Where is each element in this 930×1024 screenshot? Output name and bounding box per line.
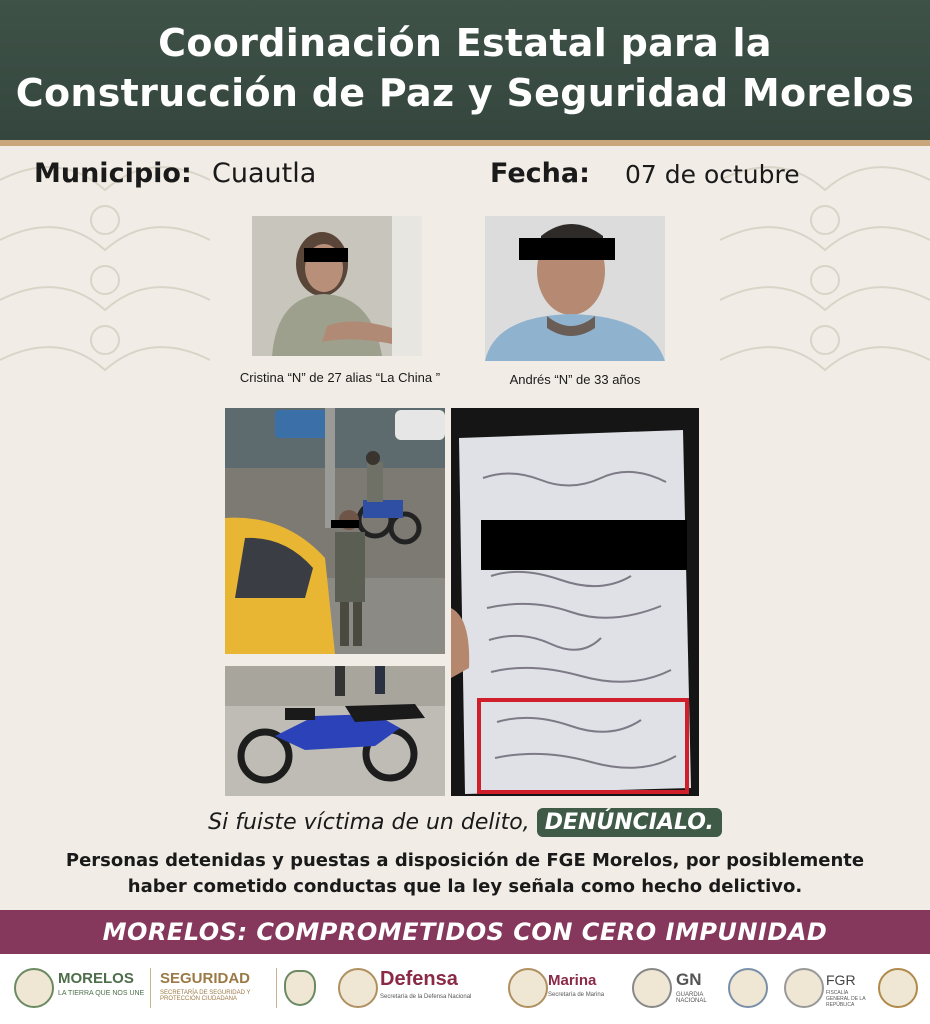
logo-fgr: FGR <box>826 972 856 988</box>
motorcycle-photo <box>225 666 445 796</box>
morelos-seal-icon <box>14 968 54 1008</box>
logo-morelos: MORELOS <box>58 970 134 987</box>
logo-divider <box>276 968 277 1008</box>
header <box>0 0 930 140</box>
detainee-caption-1: Cristina “N” de 27 alias “La China ” <box>239 370 441 385</box>
detainee-photo-2 <box>485 216 665 361</box>
logo-marina-sub: Secretaría de Marina <box>548 992 605 998</box>
fiscalia-morelos-seal-icon <box>878 968 918 1008</box>
defensa-seal-icon <box>338 968 378 1008</box>
fgr-seal-icon <box>784 968 824 1008</box>
municipio-label: Municipio: <box>34 158 192 189</box>
logo-divider <box>150 968 151 1008</box>
marina-seal-icon <box>508 968 548 1008</box>
fecha-value: 07 de octubre <box>625 160 800 189</box>
logo-marina: Marina <box>548 972 597 989</box>
fecha-label: Fecha: <box>490 158 590 189</box>
police-shield-icon <box>284 970 316 1006</box>
logo-gn-sub: GUARDIA NACIONAL <box>676 992 707 1004</box>
logo-defensa-sub: Secretaría de la Defensa Nacional <box>380 994 472 1000</box>
header-title-line1: Coordinación Estatal para la <box>158 21 772 65</box>
logo-defensa: Defensa <box>380 968 458 990</box>
logo-seguridad: SEGURIDAD <box>160 970 251 987</box>
logos-strip <box>0 954 930 1024</box>
impunity-banner: MORELOS: COMPROMETIDOS CON CERO IMPUNIDAD <box>0 910 930 954</box>
emblem-seal-icon <box>728 968 768 1008</box>
ornament-right <box>720 150 930 410</box>
logo-seguridad-sub: SECRETARÍA DE SEGURIDAD Y PROTECCIÓN CIUDADANA <box>160 990 251 1002</box>
threat-note-photo <box>451 408 699 796</box>
statement-line2: haber cometido conductas que la ley señala como hecho delictivo. <box>127 876 803 897</box>
detainee-photo-1 <box>252 216 422 356</box>
slogan-prefix: Si fuiste víctima de un delito, <box>208 810 530 835</box>
ornament-left <box>0 150 210 410</box>
slogan-highlight: DENÚNCIALO. <box>537 808 722 837</box>
report-slogan <box>0 808 930 837</box>
censor-bar <box>331 520 359 528</box>
censor-bar <box>519 238 615 260</box>
municipio-value: Cuautla <box>212 158 317 189</box>
header-border <box>0 140 930 146</box>
logo-morelos-sub: LA TIERRA QUE NOS UNE <box>58 990 145 997</box>
censor-bar <box>304 248 348 262</box>
gn-eagle-icon <box>632 968 672 1008</box>
logo-gn: GN <box>676 970 702 989</box>
detention-statement <box>0 848 930 900</box>
statement-line1: Personas detenidas y puestas a disposición de FGE Morelos, por posiblemente <box>65 850 865 871</box>
logo-fgr-sub: FISCALÍA GENERAL DE LA REPÚBLICA <box>826 990 866 1008</box>
censor-bar <box>481 520 687 570</box>
street-scene-photo <box>225 408 445 654</box>
detainee-caption-2: Andrés “N” de 33 años <box>509 372 641 387</box>
header-title-line2: Construcción de Paz y Seguridad Morelos <box>15 71 915 115</box>
